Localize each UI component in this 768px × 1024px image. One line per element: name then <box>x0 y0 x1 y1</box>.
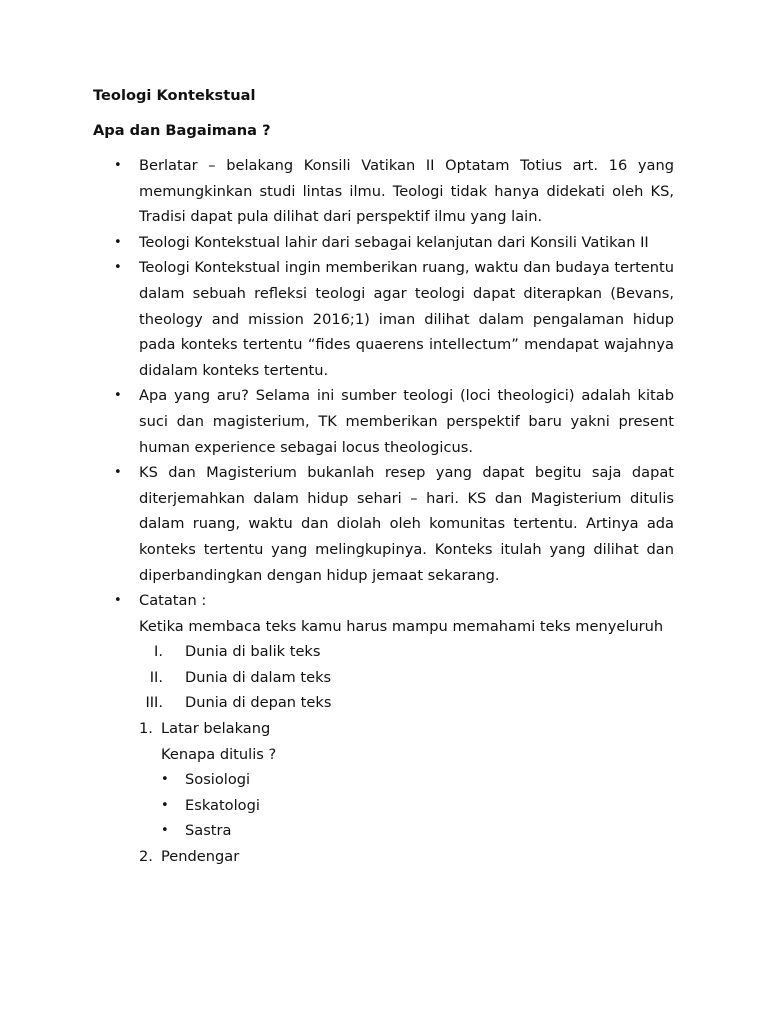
bullet-icon: • <box>114 260 122 276</box>
sub-bullet-list <box>161 767 674 844</box>
bullet-icon: • <box>161 823 169 839</box>
sub-item-text: Sosiologi <box>185 771 251 789</box>
list-item <box>93 230 674 256</box>
list-item <box>93 153 674 230</box>
numbered-list-item <box>139 716 674 844</box>
sub-list-item <box>161 818 674 844</box>
list-item-text: Teologi Kontekstual lahir dari sebagai kelanjutan dari Konsili Vatikan II <box>139 233 649 251</box>
list-item-text: KS dan Magisterium bukanlah resep yang dapat begitu saja dapat diterjemahkan dalam hidup sehari – hari. KS dan Magisterium ditulis dalam ruang, waktu dan diolah oleh komunitas tertentu. Artinya ada konteks tertentu yang melingkupinya. Konteks itulah yang dilihat dan diperbandingkan dengan hidup jemaat sekarang. <box>139 464 674 584</box>
item-number: 2. <box>139 848 153 866</box>
roman-list-item <box>139 639 674 665</box>
document-title: Teologi Kontekstual <box>93 87 256 104</box>
roman-item-text: Dunia di depan teks <box>185 694 332 712</box>
bullet-icon: • <box>114 388 122 404</box>
roman-item-text: Dunia di dalam teks <box>185 668 332 686</box>
list-item-note <box>93 588 674 870</box>
list-item-text: Berlatar – belakang Konsili Vatikan II Optatam Totius art. 16 yang memungkinkan studi lintas ilmu. Teologi tidak hanya didekati oleh KS, Tradisi dapat pula dilihat dari perspektif ilmu yang lain. <box>139 157 674 226</box>
bullet-icon: • <box>114 234 122 250</box>
sub-list-item <box>161 793 674 819</box>
roman-item-text: Dunia di balik teks <box>185 643 321 661</box>
sub-list-item <box>161 767 674 793</box>
main-bullet-list <box>93 153 674 870</box>
list-item <box>93 255 674 383</box>
item-number: 1. <box>139 720 153 738</box>
bullet-icon: • <box>114 465 122 481</box>
bullet-icon: • <box>114 593 122 609</box>
list-item-text: Apa yang aru? Selama ini sumber teologi (loci theologici) adalah kitab suci dan magisterium, TK memberikan perspektif baru yakni present human experience sebagai locus theologicus. <box>139 387 674 456</box>
document-subtitle: Apa dan Bagaimana ? <box>93 122 271 139</box>
note-text: Ketika membaca teks kamu harus mampu memahami teks menyeluruh <box>139 617 664 635</box>
note-label: Catatan : <box>139 592 207 610</box>
roman-numeral: III. <box>145 694 163 712</box>
bullet-icon: • <box>161 772 169 788</box>
bullet-icon: • <box>161 797 169 813</box>
roman-numeral: II. <box>149 668 163 686</box>
roman-list-item <box>139 690 674 716</box>
list-item <box>93 383 674 460</box>
sub-item-text: Eskatologi <box>185 796 260 814</box>
numbered-item-text: Pendengar <box>161 848 240 866</box>
numbered-item-text: Latar belakang <box>161 720 271 738</box>
list-item <box>93 460 674 588</box>
numbered-item-subtext: Kenapa ditulis ? <box>161 745 277 763</box>
roman-list-item <box>139 665 674 691</box>
numbered-list <box>139 716 674 870</box>
roman-numeral-list <box>139 639 674 716</box>
sub-item-text: Sastra <box>185 822 232 840</box>
bullet-icon: • <box>114 158 122 173</box>
numbered-list-item <box>139 844 674 870</box>
list-item-text: Teologi Kontekstual ingin memberikan ruang, waktu dan budaya tertentu dalam sebuah refleksi teologi agar teologi dapat diterapkan (Bevans, theology and mission 2016;1) iman dilihat dalam pengalaman hidup pada konteks tertentu “fides quaerens intellectum” mendapat wajahnya didalam konteks tertentu. <box>139 259 674 379</box>
roman-numeral: I. <box>154 643 163 661</box>
